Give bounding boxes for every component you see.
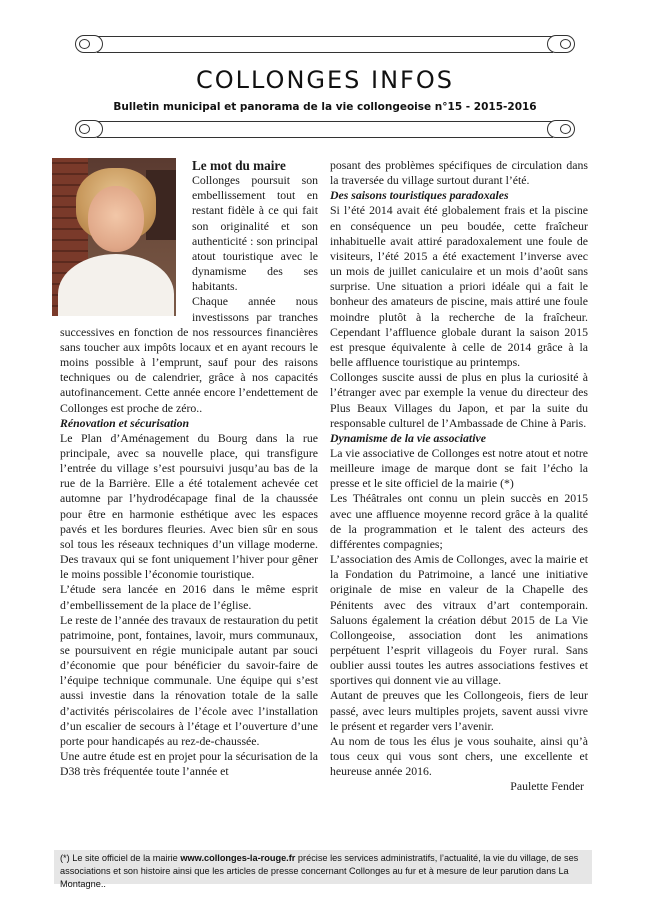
right-column bbox=[330, 158, 588, 795]
footnote-url: www.collonges-la-rouge.fr bbox=[180, 853, 296, 863]
paragraph: Collonges suscite aussi de plus en plus la curiosité à l’étranger avec par exemple la venue du directeur des Plus Beaux Villages du Japon, et par la suite du responsable culturel de l’Ambassade de Chine à Paris. bbox=[330, 370, 588, 430]
left-column bbox=[60, 158, 318, 779]
page-subtitle: Bulletin municipal et panorama de la vie collongeoise n°15 - 2015-2016 bbox=[113, 101, 537, 113]
signature: Paulette Fender bbox=[510, 779, 584, 794]
paragraph: Le Plan d’Aménagement du Bourg dans la rue principale, avec sa nouvelle place, qui transfigure l’entrée du village s’est poursuivi jusqu’au bas de la rue de la Barrière. Elle a été totalement achevée cet automne par l’hydrodécapage final de la chaussée pour être en harmonie esthétique avec les espaces pavés et les bordures fleuries. Avec bien sûr en sous sol tous les réseaux techniques d’un village moderne. Des travaux qui se font uniquement l’hiver pour gêner le moins possible l’économie touristique. bbox=[60, 430, 318, 582]
paragraph: Le reste de l’année des travaux de restauration du petit patrimoine, pont, fontaines, lavoir, murs communaux, se poursuivent en régie municipale autant par souci d’économie que pour bénéficier du savoir-faire de l’équipe technique communale. Une équipe qui s’est aussi investie dans la rénovation totale de la salle d’activités périscolaires de l’école avec l’installation d’un escalier de secours à l’étage et l’ouverture d’une porte pour handicapés au rez-de-chaussée. bbox=[60, 612, 318, 748]
paragraph: L’étude sera lancée en 2016 dans le même esprit d’embellissement de la place de l’église. bbox=[60, 582, 318, 612]
section-heading-dynamisme: Dynamisme de la vie associative bbox=[330, 430, 486, 445]
paragraph: Autant de preuves que les Collongeois, fiers de leur passé, avec leurs multiples projets, savent aussi vivre le présent et regarder vers l’avenir. bbox=[330, 688, 588, 733]
footnote-suffix: précise les services administratifs, l’actualité, la vie du village, de ses associations et son histoire ainsi que les articles de presse concernant Collonges au fur et à mesure de leur parution dans La Montagne.. bbox=[60, 853, 579, 889]
paragraph: Si l’été 2014 avait été globalement frais et la piscine en conséquence un peu boudée, cette fraîcheur inhabituelle avait attiré paradoxalement une foule de visiteurs, l’été 2015 a été exactement l’inverse avec un mois de juillet caniculaire et un mois d’août sans surprise. Une situation a priori idéale qui a fait le bonheur des amateurs de piscine, mais attiré une foule moindre plutôt à la recherche de la fraîcheur. Cependant l’affluence globale durant la saison 2015 est presque équivalente à celle de 2014 grâce à la belle affluence touristique au printemps. bbox=[330, 203, 588, 370]
section-heading-mot-du-maire: Le mot du maire bbox=[192, 158, 286, 173]
paragraph: Les Théâtrales ont connu un plein succès en 2015 avec une affluence moyenne record grâce à la qualité de la programmation et le talent des acteurs des différentes compagnies; bbox=[330, 491, 588, 551]
section-heading-saisons: Des saisons touristiques paradoxales bbox=[330, 188, 509, 203]
paragraph: Une autre étude est en projet pour la sécurisation de la D38 très fréquentée toute l’année et bbox=[60, 749, 318, 779]
section-heading-renovation: Rénovation et sécurisation bbox=[60, 415, 190, 430]
footnote-prefix: (*) Le site officiel de la mairie bbox=[60, 853, 181, 863]
paragraph: Au nom de tous les élus je vous souhaite, ainsi qu’à tous ceux qui vous sont chers, une excellente et heureuse année 2016. bbox=[330, 733, 588, 779]
paragraph: La vie associative de Collonges est notre atout et notre meilleure image de marque dont se fait l’écho la presse et le site officiel de la mairie (*) bbox=[330, 445, 588, 491]
footnote bbox=[54, 850, 592, 889]
page-title: COLLONGES INFOS bbox=[196, 66, 454, 94]
scroll-banner-bottom bbox=[75, 121, 575, 137]
scroll-banner-top bbox=[75, 36, 575, 52]
paragraph: Chaque année nous investissons par tranches successives en fonction de nos ressources financières sans toucher aux impôts locaux et en ayant recours le moins possible à l’emprunt, sauf pour des raisons techniques ou de calendrier, grâce à nos capacités autofinancement. Cette année encore l’endettement de Collonges est proche de zéro.. bbox=[60, 294, 318, 415]
paragraph: Collonges poursuit son embellissement tout en restant fidèle à ce qui fait son originalité et son authenticité : son principal atout touristique avec le dynamisme des ses habitants. bbox=[192, 173, 318, 294]
paragraph: posant des problèmes spécifiques de circulation dans la traversée du village surtout durant l’été. bbox=[330, 158, 588, 188]
paragraph: L’association des Amis de Collonges, avec la mairie et la Fondation du Patrimoine, a lancé une initiative originale de mise en valeur de la Chapelle des Pénitents avec des vitraux d’art contemporain. Saluons également la création début 2015 de La Vie Collongeoise, association dont les animations perpétuent l’esprit villageois du Foyer rural. Sans oublier aussi toutes les autres associations festives et sportives qui donnent vie au village. bbox=[330, 552, 588, 688]
